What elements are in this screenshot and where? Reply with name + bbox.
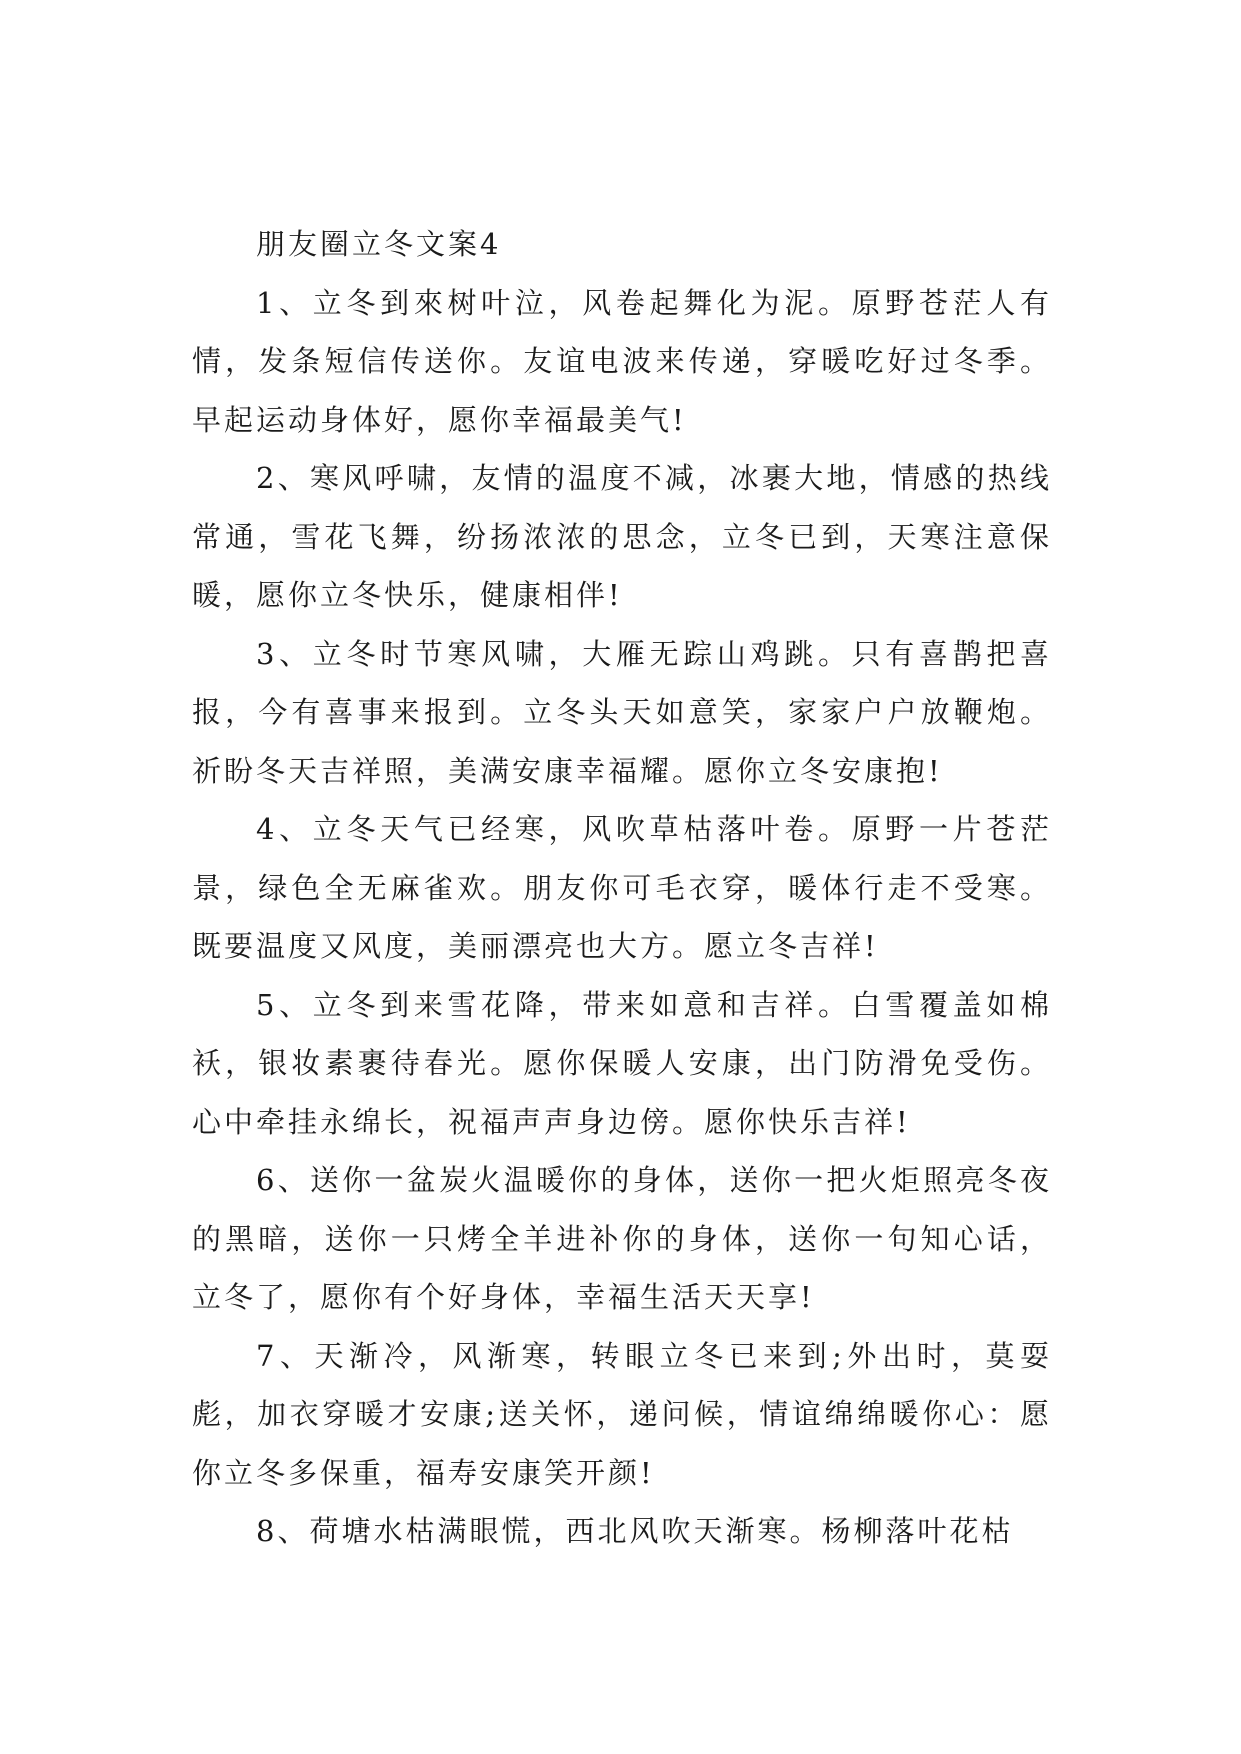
paragraph-6: 6、送你一盆炭火温暖你的身体，送你一把火炬照亮冬夜的黑暗，送你一只烤全羊进补你的身体，送你一句知心话，立冬了，愿你有个好身体，幸福生活天天享! — [192, 1163, 1052, 1314]
paragraph-7: 7、天渐冷，风渐寒，转眼立冬已来到;外出时，莫耍彪，加衣穿暖才安康;送关怀，递问候，情谊绵绵暖你心：愿你立冬多保重，福寿安康笑开颜! — [192, 1338, 1052, 1490]
paragraph-5: 5、立冬到来雪花降，带来如意和吉祥。白雪覆盖如棉袄，银妆素裹待春光。愿你保暖人安康，出门防滑免受伤。心中牵挂永绵长，祝福声声身边傍。愿你快乐吉祥! — [192, 987, 1052, 1139]
paragraph-4: 4、立冬天气已经寒，风吹草枯落叶卷。原野一片苍茫景，绿色全无麻雀欢。朋友你可毛衣穿，暖体行走不受寒。既要温度又风度，美丽漂亮也大方。愿立冬吉祥! — [192, 812, 1052, 963]
paragraph-1: 1、立冬到來树叶泣，风卷起舞化为泥。原野苍茫人有情，发条短信传送你。友谊电波来传递，穿暖吃好过冬季。早起运动身体好，愿你幸福最美气! — [192, 285, 1052, 437]
paragraph-2: 2、寒风呼啸，友情的温度不减，冰裹大地，情感的热线常通，雪花飞舞，纷扬浓浓的思念，立冬已到，天寒注意保暖，愿你立冬快乐，健康相伴! — [192, 461, 1052, 612]
document-body — [192, 215, 1052, 1561]
paragraph-3: 3、立冬时节寒风啸，大雁无踪山鸡跳。只有喜鹊把喜报，今有喜事来报到。立冬头天如意笑，家家户户放鞭炮。祈盼冬天吉祥照，美满安康幸福耀。愿你立冬安康抱! — [192, 636, 1052, 788]
paragraph-8: 8、荷塘水枯满眼慌，西北风吹天渐寒。杨柳落叶花枯 — [256, 1514, 1014, 1548]
document-title: 朋友圈立冬文案4 — [256, 227, 502, 261]
